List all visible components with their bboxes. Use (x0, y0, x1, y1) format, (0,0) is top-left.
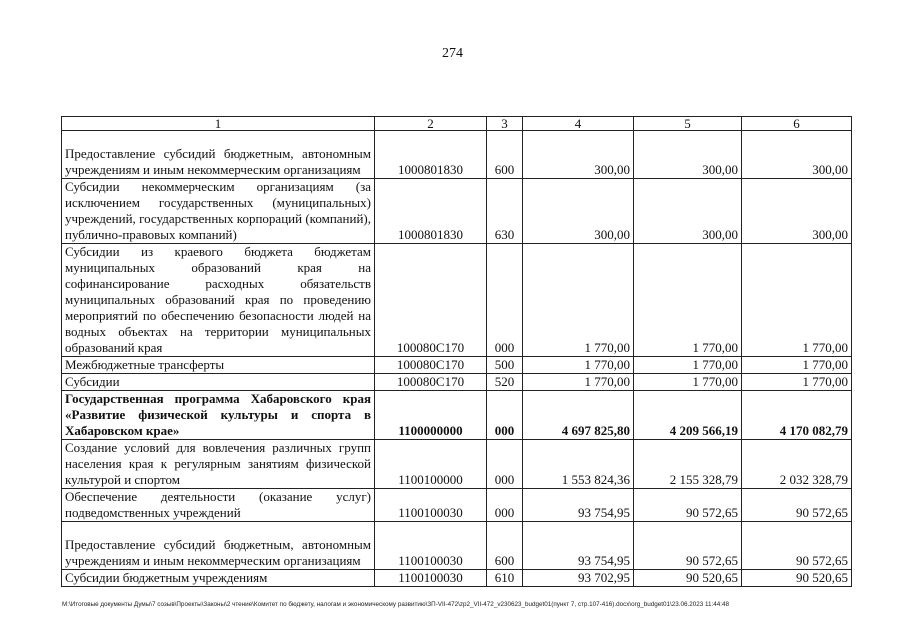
row-value-col4: 1 770,00 (523, 244, 634, 357)
row-code: 1100100030 (375, 570, 487, 587)
row-value-col5: 90 572,65 (634, 489, 742, 522)
row-value-col4: 1 770,00 (523, 357, 634, 374)
row-value-col4: 93 754,95 (523, 522, 634, 570)
header-cell: 6 (742, 117, 852, 131)
row-expense-type: 600 (487, 131, 523, 179)
row-value-col5: 300,00 (634, 179, 742, 244)
row-description: Обеспечение деятельности (оказание услуг) подведомственных учреждений (62, 489, 375, 522)
row-expense-type: 610 (487, 570, 523, 587)
row-value-col6: 90 520,65 (742, 570, 852, 587)
table-row (62, 570, 852, 587)
row-value-col5: 2 155 328,79 (634, 440, 742, 489)
row-value-col5: 1 770,00 (634, 244, 742, 357)
table-row (62, 391, 852, 440)
row-expense-type: 630 (487, 179, 523, 244)
header-cell: 3 (487, 117, 523, 131)
row-description: Предоставление субсидий бюджетным, автономным учреждениям и иным некоммерческим организациям (62, 522, 375, 570)
table-row (62, 357, 852, 374)
budget-table (61, 116, 852, 587)
row-expense-type: 500 (487, 357, 523, 374)
row-code: 1100000000 (375, 391, 487, 440)
row-code: 1000801830 (375, 131, 487, 179)
row-description: Субсидии некоммерческим организациям (за исключением государственных (муниципальных) учреждений, государственных корпораций (компаний), публично-правовых компаний) (62, 179, 375, 244)
page-number: 274 (442, 46, 463, 61)
row-description: Субсидии из краевого бюджета бюджетам муниципальных образований края на софинансирование расходных обязательств муниципальных образований края по проведению мероприятий по обеспечению безопасности людей на водных объектах на территории муниципальных образований края (62, 244, 375, 357)
row-expense-type: 000 (487, 489, 523, 522)
row-value-col6: 1 770,00 (742, 374, 852, 391)
row-code: 100080С170 (375, 244, 487, 357)
row-description: Создание условий для вовлечения различных групп населения края к регулярным занятиям физической культурой и спортом (62, 440, 375, 489)
row-value-col4: 93 702,95 (523, 570, 634, 587)
table-row (62, 522, 852, 570)
row-description: Предоставление субсидий бюджетным, автономным учреждениям и иным некоммерческим организациям (62, 131, 375, 179)
row-code: 1000801830 (375, 179, 487, 244)
row-value-col6: 90 572,65 (742, 522, 852, 570)
header-cell: 4 (523, 117, 634, 131)
header-cell: 1 (62, 117, 375, 131)
row-value-col4: 300,00 (523, 179, 634, 244)
row-expense-type: 600 (487, 522, 523, 570)
table-row (62, 374, 852, 391)
row-value-col6: 90 572,65 (742, 489, 852, 522)
row-code: 1100100030 (375, 522, 487, 570)
row-expense-type: 000 (487, 244, 523, 357)
row-value-col4: 300,00 (523, 131, 634, 179)
header-cell: 2 (375, 117, 487, 131)
row-value-col6: 1 770,00 (742, 357, 852, 374)
row-value-col6: 300,00 (742, 131, 852, 179)
table-row (62, 489, 852, 522)
row-value-col4: 1 770,00 (523, 374, 634, 391)
document-path-footer: М:\Итоговые документы Думы\7 созыв\Проекты\Законы\2 чтение\Комитет по бюджету, налогам и экономическому развитию\ЗП-VII-472\zp2_VII-472_v230623_budget01(пункт 7, стр.107-416).docx\org_budget01\23.06.2023 11:44:48 (62, 601, 730, 608)
row-value-col6: 2 032 328,79 (742, 440, 852, 489)
row-value-col5: 4 209 566,19 (634, 391, 742, 440)
row-value-col4: 93 754,95 (523, 489, 634, 522)
row-value-col5: 1 770,00 (634, 357, 742, 374)
row-expense-type: 000 (487, 391, 523, 440)
row-code: 1100100030 (375, 489, 487, 522)
table-header-row (62, 117, 852, 131)
row-description: Межбюджетные трансферты (62, 357, 375, 374)
row-code: 1100100000 (375, 440, 487, 489)
row-value-col6: 300,00 (742, 179, 852, 244)
row-expense-type: 000 (487, 440, 523, 489)
row-value-col5: 90 520,65 (634, 570, 742, 587)
table-row (62, 440, 852, 489)
row-code: 100080С170 (375, 357, 487, 374)
header-cell: 5 (634, 117, 742, 131)
row-value-col5: 300,00 (634, 131, 742, 179)
row-description: Субсидии (62, 374, 375, 391)
table-row (62, 244, 852, 357)
row-code: 100080С170 (375, 374, 487, 391)
row-description: Субсидии бюджетным учреждениям (62, 570, 375, 587)
row-value-col6: 1 770,00 (742, 244, 852, 357)
row-value-col6: 4 170 082,79 (742, 391, 852, 440)
row-expense-type: 520 (487, 374, 523, 391)
row-value-col4: 1 553 824,36 (523, 440, 634, 489)
row-value-col5: 1 770,00 (634, 374, 742, 391)
table-row (62, 179, 852, 244)
row-value-col5: 90 572,65 (634, 522, 742, 570)
row-description: Государственная программа Хабаровского края «Развитие физической культуры и спорта в Хабаровском крае» (62, 391, 375, 440)
row-value-col4: 4 697 825,80 (523, 391, 634, 440)
table-row (62, 131, 852, 179)
